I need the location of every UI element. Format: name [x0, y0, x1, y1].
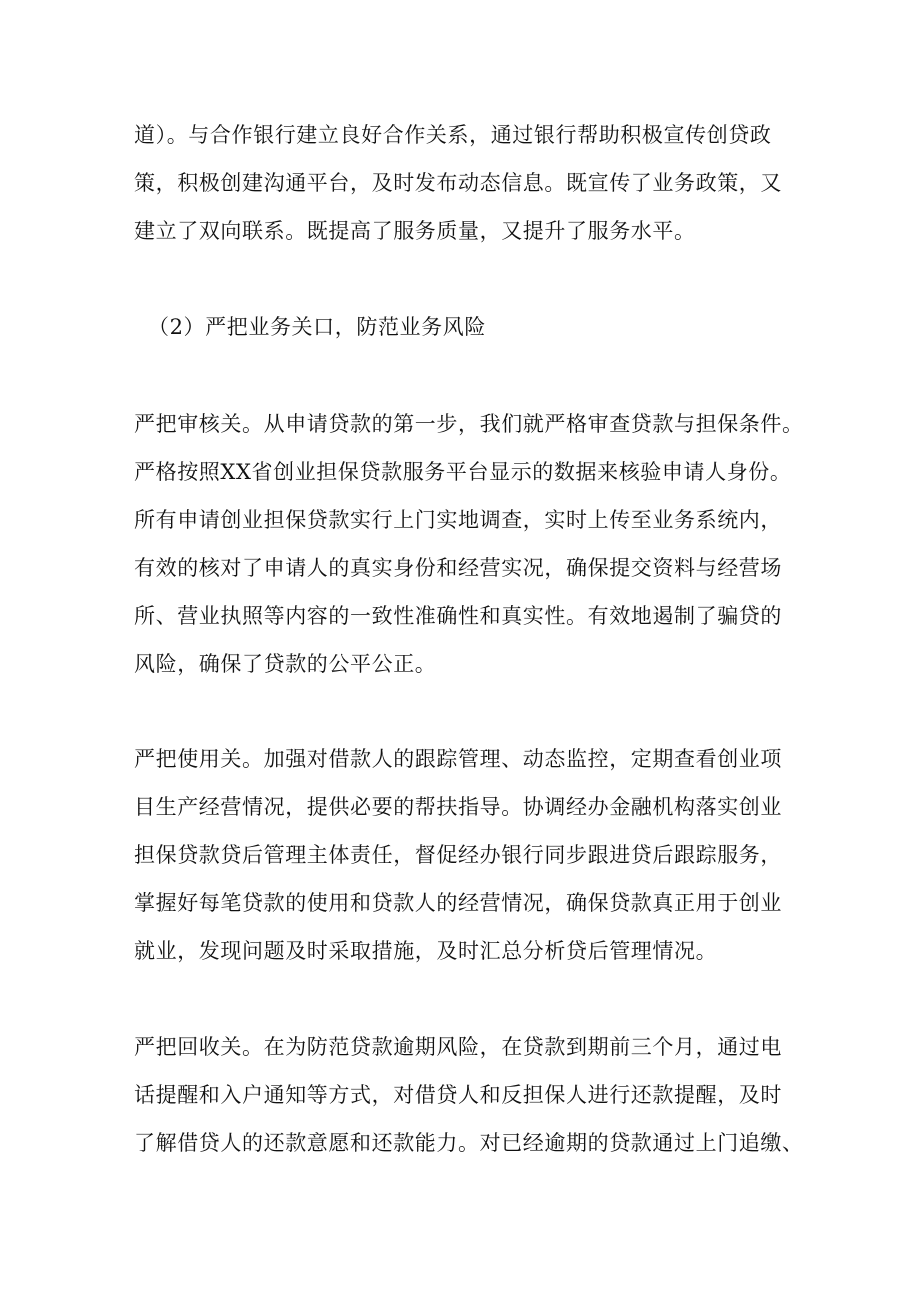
text-line: 了解借贷人的还款意愿和还款能力。对已经逾期的贷款通过上门追缴、	[134, 1131, 804, 1155]
text-line: 道）。与合作银行建立良好合作关系，通过银行帮助积极宣传创贷政	[134, 123, 772, 147]
paragraph-review-check	[134, 400, 814, 688]
section-heading: （2）严把业务关口，防范业务风险	[148, 315, 486, 339]
text-line: 担保贷款贷后管理主体责任，督促经办银行同步跟进贷后跟踪服务，	[134, 843, 782, 867]
text-line: 有效的核对了申请人的真实身份和经营实况，确保提交资料与经营场	[134, 556, 782, 580]
text-line: 风险，确保了贷款的公平公正。	[134, 652, 437, 676]
paragraph-recovery-check	[134, 1023, 814, 1167]
text-line: 建立了双向联系。既提高了服务质量，又提升了服务水平。	[134, 219, 696, 243]
text-line: 所、营业执照等内容的一致性准确性和真实性。有效地遏制了骗贷的	[134, 604, 782, 628]
text-line: 严格按照XX省创业担保贷款服务平台显示的数据来核验申请人身份。	[134, 460, 792, 484]
paragraph-bank-cooperation	[134, 111, 814, 255]
text-line: 掌握好每笔贷款的使用和贷款人的经营情况，确保贷款真正用于创业	[134, 891, 782, 915]
text-line: 严把审核关。从申请贷款的第一步，我们就严格审查贷款与担保条件。	[134, 412, 804, 436]
text-line: 就业，发现问题及时采取措施，及时汇总分析贷后管理情况。	[134, 939, 718, 963]
text-line: 话提醒和入户通知等方式，对借贷人和反担保人进行还款提醒，及时	[134, 1083, 782, 1107]
text-line: 所有申请创业担保贷款实行上门实地调查，实时上传至业务系统内，	[134, 508, 782, 532]
text-line: 严把使用关。加强对借款人的跟踪管理、动态监控，定期查看创业项	[134, 747, 782, 771]
text-line: 严把回收关。在为防范贷款逾期风险，在贷款到期前三个月，通过电	[134, 1035, 782, 1059]
text-line: 目生产经营情况，提供必要的帮扶指导。协调经办金融机构落实创业	[134, 795, 782, 819]
text-line: 策，积极创建沟通平台，及时发布动态信息。既宣传了业务政策，又	[134, 171, 782, 195]
paragraph-usage-check	[134, 735, 814, 975]
